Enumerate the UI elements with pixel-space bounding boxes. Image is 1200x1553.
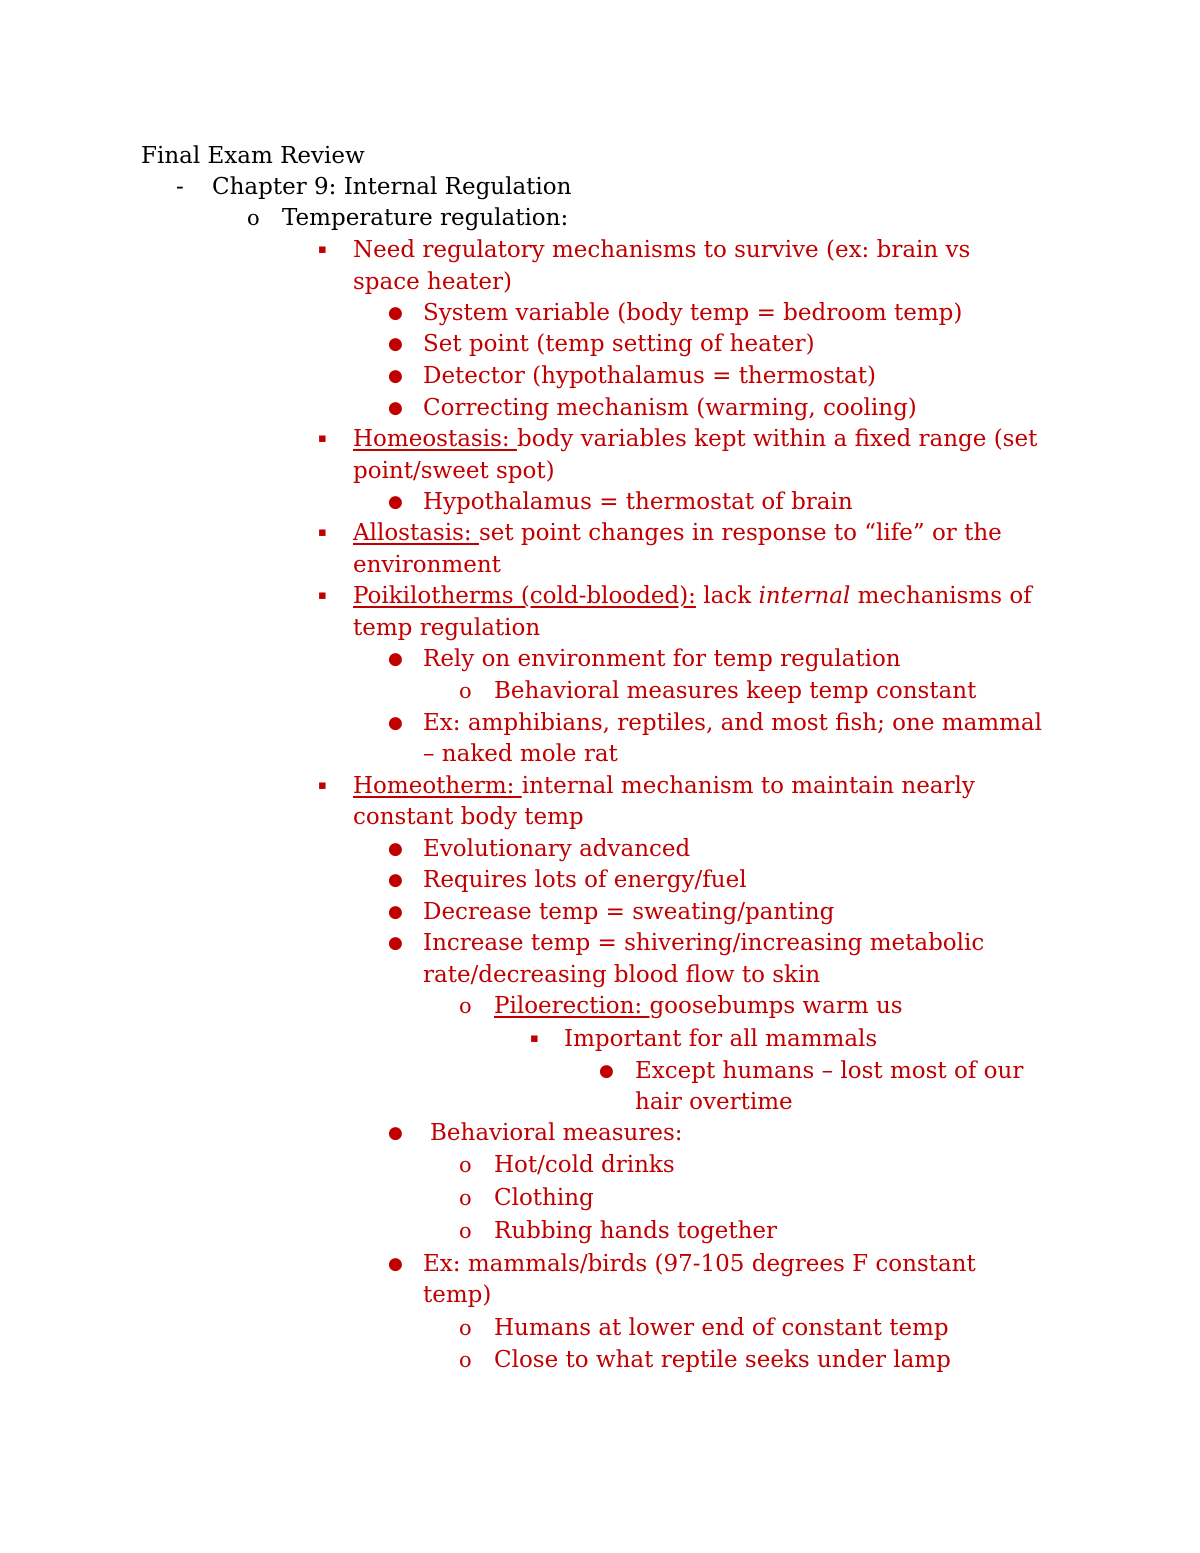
item-text: temp regulation xyxy=(353,615,541,641)
dash-marker: - xyxy=(176,174,184,200)
item-text xyxy=(494,990,903,1022)
dot-bullet: ● xyxy=(388,366,403,386)
item-text xyxy=(353,517,1002,549)
term-homeostasis: Homeostasis: xyxy=(353,426,517,452)
item-text: Increase temp = shivering/increasing metabolic xyxy=(423,930,985,956)
item-text: – naked mole rat xyxy=(423,741,618,767)
dot-bullet: ● xyxy=(388,713,403,733)
list-item xyxy=(0,1182,1200,1214)
item-text: Rubbing hands together xyxy=(494,1218,778,1244)
list-item-cont xyxy=(0,612,1200,644)
emphasis: internal xyxy=(758,583,851,609)
square-bullet: ▪ xyxy=(318,431,327,446)
circle-marker: o xyxy=(459,1186,472,1210)
doc-title-line xyxy=(0,140,1200,172)
dot-bullet: ● xyxy=(388,839,403,859)
list-item xyxy=(0,864,1200,896)
list-item xyxy=(0,643,1200,675)
list-item xyxy=(0,580,1200,612)
dot-bullet: ● xyxy=(388,303,403,323)
square-bullet: ▪ xyxy=(318,525,327,540)
item-text: temp) xyxy=(423,1282,492,1308)
item-text: Set point (temp setting of heater) xyxy=(423,331,815,357)
item-text: point/sweet spot) xyxy=(353,458,555,484)
dot-bullet: ● xyxy=(388,334,403,354)
list-item-cont xyxy=(0,455,1200,487)
list-item-cont xyxy=(0,266,1200,298)
circle-marker: o xyxy=(459,679,472,703)
item-text: constant body temp xyxy=(353,804,584,830)
list-item xyxy=(0,833,1200,865)
definition: body variables kept within a fixed range (set xyxy=(516,426,1038,452)
item-text xyxy=(353,423,1037,455)
list-item xyxy=(0,297,1200,329)
list-item xyxy=(0,1215,1200,1247)
item-text: Except humans – lost most of our xyxy=(635,1058,1024,1084)
list-item xyxy=(0,927,1200,959)
chapter-heading: Chapter 9: Internal Regulation xyxy=(212,174,572,200)
item-text: Humans at lower end of constant temp xyxy=(494,1315,949,1341)
dot-bullet: ● xyxy=(388,933,403,953)
list-item xyxy=(0,234,1200,266)
list-item xyxy=(0,1117,1200,1149)
square-bullet: ▪ xyxy=(318,588,327,603)
dot-bullet: ● xyxy=(388,870,403,890)
list-item-cont xyxy=(0,801,1200,833)
list-item xyxy=(0,770,1200,802)
chapter-9-line xyxy=(0,171,1200,203)
item-text: Decrease temp = sweating/panting xyxy=(423,899,835,925)
dot-bullet: ● xyxy=(388,902,403,922)
item-text: hair overtime xyxy=(635,1089,793,1115)
list-item xyxy=(0,1055,1200,1087)
item-text: rate/decreasing blood flow to skin xyxy=(423,962,821,988)
item-text: Behavioral measures: xyxy=(430,1120,683,1146)
list-item xyxy=(0,517,1200,549)
list-item xyxy=(0,1312,1200,1344)
doc-title: Final Exam Review xyxy=(141,143,365,169)
dot-bullet: ● xyxy=(388,1123,403,1143)
list-item xyxy=(0,486,1200,518)
item-text: space heater) xyxy=(353,269,513,295)
list-item xyxy=(0,360,1200,392)
list-item xyxy=(0,990,1200,1022)
circle-marker: o xyxy=(459,1219,472,1243)
dot-bullet: ● xyxy=(388,398,403,418)
dot-bullet: ● xyxy=(599,1061,614,1081)
definition: lack xyxy=(695,583,759,609)
list-item xyxy=(0,1023,1200,1055)
term-homeotherm: Homeotherm: xyxy=(353,773,522,799)
term-piloerection: Piloerection: xyxy=(494,993,650,1019)
list-item xyxy=(0,675,1200,707)
list-item xyxy=(0,423,1200,455)
circle-marker: o xyxy=(459,994,472,1018)
list-item-cont xyxy=(0,1279,1200,1311)
dot-bullet: ● xyxy=(388,649,403,669)
circle-marker: o xyxy=(247,206,260,230)
circle-marker: o xyxy=(459,1348,472,1372)
definition: internal mechanism to maintain nearly xyxy=(521,773,975,799)
list-item xyxy=(0,1344,1200,1376)
square-bullet: ▪ xyxy=(530,1031,539,1046)
item-text: Ex: mammals/birds (97-105 degrees F constant xyxy=(423,1251,976,1277)
list-item xyxy=(0,707,1200,739)
definition: goosebumps warm us xyxy=(649,993,903,1019)
circle-marker: o xyxy=(459,1153,472,1177)
item-text: Rely on environment for temp regulation xyxy=(423,646,901,672)
list-item-cont xyxy=(0,959,1200,991)
item-text: Important for all mammals xyxy=(564,1026,878,1052)
term-allostasis: Allostasis: xyxy=(353,520,479,546)
term-poikilotherms: Poikilotherms (cold-blooded): xyxy=(353,583,696,609)
list-item-cont xyxy=(0,738,1200,770)
dot-bullet: ● xyxy=(388,1254,403,1274)
list-item xyxy=(0,896,1200,928)
circle-marker: o xyxy=(459,1316,472,1340)
list-item xyxy=(0,1248,1200,1280)
item-text xyxy=(353,770,975,802)
square-bullet: ▪ xyxy=(318,778,327,793)
dot-bullet: ● xyxy=(388,492,403,512)
definition: mechanisms of xyxy=(850,583,1032,609)
item-text: Ex: amphibians, reptiles, and most fish; one mammal xyxy=(423,710,1042,736)
item-text: Hypothalamus = thermostat of brain xyxy=(423,489,853,515)
list-item xyxy=(0,328,1200,360)
item-text: Behavioral measures keep temp constant xyxy=(494,678,977,704)
item-text: Correcting mechanism (warming, cooling) xyxy=(423,395,917,421)
list-item-cont xyxy=(0,1086,1200,1118)
list-item-cont xyxy=(0,549,1200,581)
item-text: Clothing xyxy=(494,1185,594,1211)
definition: set point changes in response to “life” or the xyxy=(478,520,1002,546)
item-text xyxy=(353,580,1032,612)
square-bullet: ▪ xyxy=(318,242,327,257)
list-item xyxy=(0,392,1200,424)
temperature-regulation-line xyxy=(0,202,1200,234)
item-text: Hot/cold drinks xyxy=(494,1152,675,1178)
item-text: Requires lots of energy/fuel xyxy=(423,867,747,893)
item-text: System variable (body temp = bedroom temp) xyxy=(423,300,963,326)
item-text: Close to what reptile seeks under lamp xyxy=(494,1347,951,1373)
section-heading: Temperature regulation: xyxy=(282,205,569,231)
item-text: Evolutionary advanced xyxy=(423,836,691,862)
item-text: Detector (hypothalamus = thermostat) xyxy=(423,363,876,389)
item-text: environment xyxy=(353,552,501,578)
list-item xyxy=(0,1149,1200,1181)
item-text: Need regulatory mechanisms to survive (ex: brain vs xyxy=(353,237,971,263)
